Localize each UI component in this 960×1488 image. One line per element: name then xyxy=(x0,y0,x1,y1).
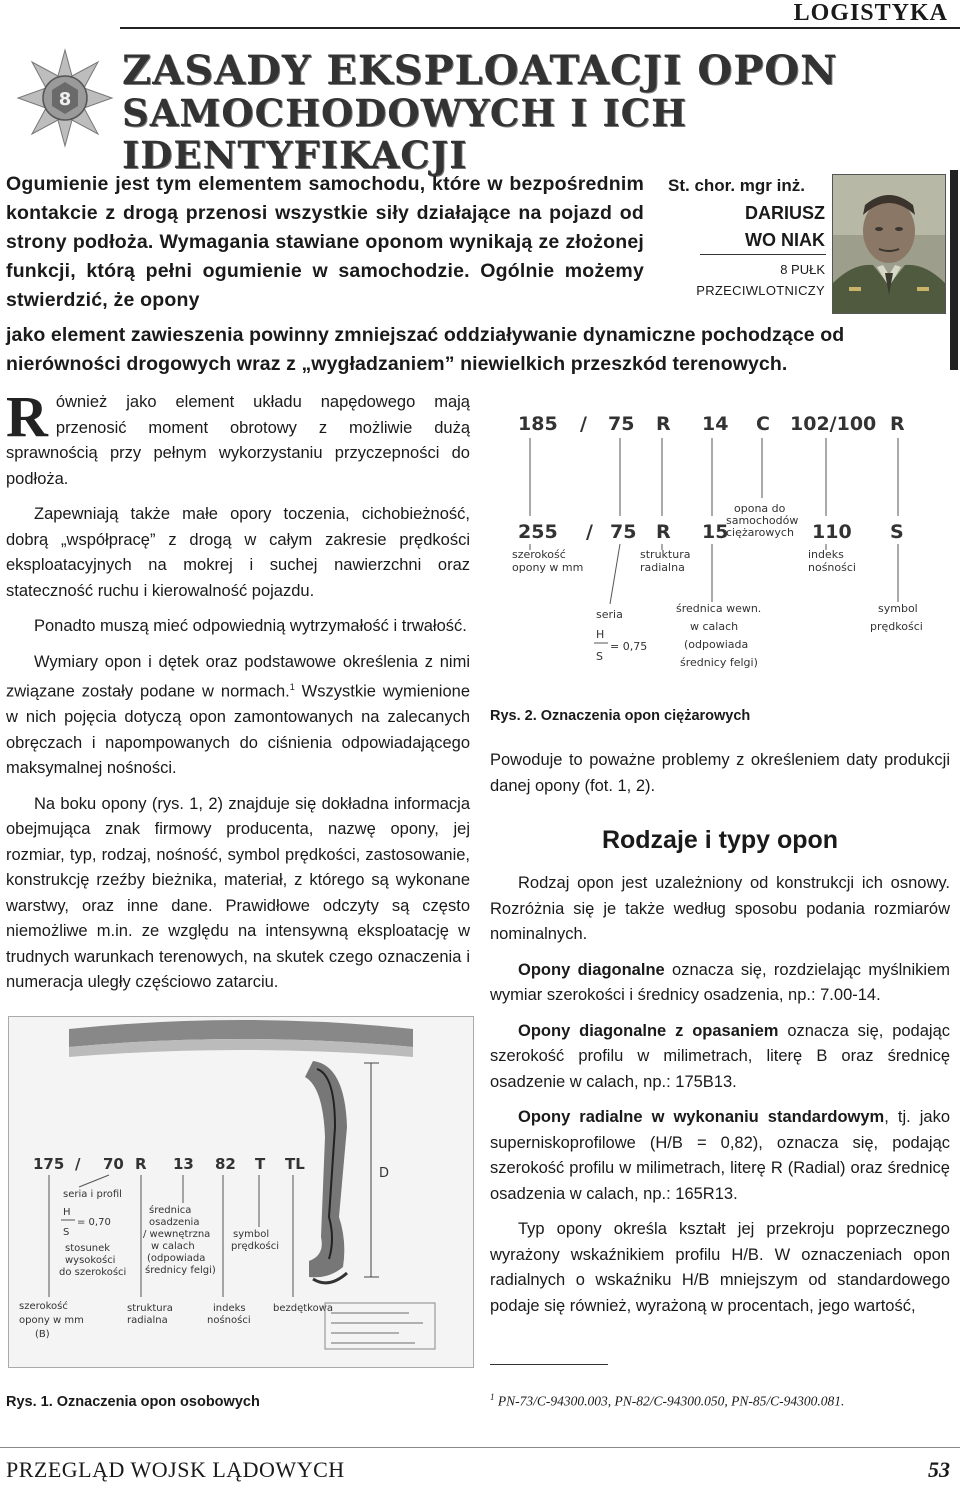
term-diagonal: Opony diagonalne xyxy=(518,960,665,979)
fig2-label-sred-1: w calach xyxy=(690,620,739,633)
fig2-label-sred-2: (odpowiada xyxy=(684,638,749,651)
fig1-r-0: 175 xyxy=(33,1155,65,1173)
page-number: 53 xyxy=(928,1457,950,1482)
right-paragraph-6: Typ opony określa kształt jej przekroju poprzecznego wyrażony wskaźnikiem profilu H/B. W oznaczeniach opon radialnych o wskaźniku H/B mniejszym od standardowego podaje się również, wyrażoną w procentach, jego wartość, xyxy=(490,1220,950,1315)
fig1-label-indeks-0: indeks xyxy=(213,1303,246,1314)
fig1-r-6: T xyxy=(255,1155,266,1173)
footer-rule xyxy=(0,1447,960,1448)
fig2-r2-3: R xyxy=(656,521,671,543)
author-unit-line-2: PRZECIWLOTNICZY xyxy=(696,283,825,298)
title-line-1: ZASADY EKSPLOATACJI OPON xyxy=(122,47,838,94)
header-rule xyxy=(120,27,960,29)
fig2-r1-1: / xyxy=(580,413,587,435)
paragraph-5: Na boku opony (rys. 1, 2) znajduje się dokładna informacja obejmująca znak firmowy producenta, nazwę opony, jej rozmiar, typ, rodzaj, nośność, symbol prędkości, zastosowanie, konstrukcję rzeźby bieżnika, materiał, z którego są wykonane warstwy, oraz inne dane. Prawidłowe odczyty są często niemożliwe m.in. ze względu na intensywną eksploatację w trudnych warunkach terenowych, na skutek czego oznaczenia i numeracja uległy częściowo zatarciu. xyxy=(6,794,470,991)
fig2-r1-7: R xyxy=(890,413,905,435)
fig1-label-szer-0: szerokość xyxy=(19,1301,68,1312)
right-paragraph-4-text: oznacza się, podając szerokość profilu w milimetrach, literę B oraz średnicę osadzenie w calach, np.: 175B13. xyxy=(490,1021,951,1091)
fig1-label-stos-0: stosunek xyxy=(65,1243,111,1254)
regiment-emblem-icon xyxy=(14,48,116,148)
fig1-label-h: H xyxy=(63,1207,71,1218)
fig2-label-strukt-0: struktura xyxy=(640,548,691,561)
fig1-r-2: 70 xyxy=(103,1155,124,1173)
paragraph-3: Ponadto muszą mieć odpowiednią wytrzymałość i trwałość. xyxy=(34,617,467,635)
fig1-label-symbol-0: symbol xyxy=(233,1229,270,1240)
fig1-label-s: S xyxy=(63,1227,70,1238)
fig2-r2-2: 75 xyxy=(610,521,637,543)
fig2-label-h: H xyxy=(596,628,605,641)
lead-paragraph-continued: jako element zawieszenia powinny zmniejszać oddziaływanie dynamiczne pochodzące od nierówności drogowych wraz z „wygładzaniem” niewielkich przeszkód terenowych. xyxy=(6,324,845,375)
fig1-label-sred-1: osadzenia xyxy=(149,1217,200,1228)
fig1-label-ratio: = 0,70 xyxy=(77,1217,111,1228)
fig1-label-szer-2: (B) xyxy=(35,1329,50,1340)
lead-paragraph: Ogumienie jest tym elementem samochodu, które w bezpośrednim kontakcie z drogą przenosi wszystkie siły działające na pojazd od strony podłoża. Wymagania stawiane oponom wynikają ze złożonej funkcji, którą pełni ogumienie w samochodzie. Ogólnie możemy stwierdzić, że opony xyxy=(6,173,644,311)
fig1-label-sred-4: (odpowiada xyxy=(147,1253,206,1264)
fig2-label-opona-0: opona do xyxy=(734,502,786,515)
author-last-name: WO NIAK xyxy=(745,230,825,250)
paragraph-2: Zapewniają także małe opory toczenia, cichobieżność, dobrą „współpracę” z drogą w całym zakresie prędkości eksploatacyjnych na mokrej i suchej nawierzchni oraz stateczność ruchu i kierowalność pojazdu. xyxy=(6,505,470,600)
fig2-label-seria: seria xyxy=(596,608,623,621)
fig2-r1-0: 185 xyxy=(518,413,558,435)
side-bar xyxy=(950,170,958,370)
right-paragraph-1: Powoduje to poważne problemy z określeniem daty produkcji danej opony (fot. 1, 2). xyxy=(490,751,950,795)
term-diagonal-belted: Opony diagonalne z opasaniem xyxy=(518,1021,779,1040)
author-unit-line-1: 8 PUŁK xyxy=(780,262,825,277)
fig1-r-3: R xyxy=(135,1155,147,1173)
right-paragraph-5-text: , tj. jako superniskoprofilowe (H/B = 0,82), oznacza się, podając szerokość profilu w milimetrach, literę R (Radial) oraz średnicę osadzenia w calach, np.: 165R13. xyxy=(490,1108,951,1203)
fig1-label-stos-1: wysokości xyxy=(65,1255,116,1266)
figure-1-caption: Rys. 1. Oznaczenia opon osobowych xyxy=(6,1394,260,1410)
fig1-label-sred-3: w calach xyxy=(151,1241,195,1252)
fig2-label-sred-0: średnica wewn. xyxy=(676,602,762,615)
fig1-r-4: 13 xyxy=(173,1155,194,1173)
fig2-label-opona-2: ciężarowych xyxy=(726,526,794,539)
fig2-r2-0: 255 xyxy=(518,521,558,543)
fig2-label-symbol-0: symbol xyxy=(878,602,918,615)
section-heading: Rodzaje i typy opon xyxy=(601,826,839,854)
section-label: LOGISTYKA xyxy=(793,0,948,26)
fig1-label-szer-1: opony w mm xyxy=(19,1315,84,1326)
fig1-label-seria: seria i profil xyxy=(63,1189,122,1200)
fig2-label-symbol-1: prędkości xyxy=(870,620,923,633)
footnote xyxy=(490,1392,844,1410)
right-paragraph-2: Rodzaj opon jest uzależniony od konstrukcji ich osnowy. Rozróżnia się je także według sposobu podania rozmiarów nominalnych. xyxy=(490,874,950,943)
fig2-r2-4: 15 xyxy=(702,521,729,543)
fig2-label-szer-1: opony w mm xyxy=(512,561,584,574)
body-right-column xyxy=(490,871,950,1329)
fig1-label-sred-2: / wewnętrzna xyxy=(143,1229,211,1240)
author-first-name: DARIUSZ xyxy=(745,203,825,223)
fig2-label-ratio: = 0,75 xyxy=(610,640,648,653)
term-radial-standard: Opony radialne w wykonaniu standardowym xyxy=(518,1108,885,1126)
fig2-r1-6: 102/100 xyxy=(790,413,877,435)
footnote-ref: 1 xyxy=(289,682,295,692)
footnote-text: PN-73/C-94300.003, PN-82/C-94300.050, PN-85/C-94300.081. xyxy=(497,1393,845,1409)
fig1-r-7: TL xyxy=(285,1155,305,1173)
fig1-label-stos-2: do szerokości xyxy=(59,1267,127,1278)
author-rank: St. chor. mgr inż. xyxy=(668,176,805,195)
paragraph-4-text-b: Wszystkie wymienione w nich pojęcia dotyczą opon zamontowanych na zalecanych obręczach i napompowanych do ciśnienia odpowiadającego maksymalnej nośności. xyxy=(6,682,470,777)
fig1-r-5: 82 xyxy=(215,1155,236,1173)
fig2-r1-4: 14 xyxy=(702,413,729,435)
fig1-label-sred-0: średnica xyxy=(149,1205,192,1216)
body-right-intro xyxy=(490,748,950,809)
fig1-label-sred-5: średnicy felgi) xyxy=(145,1265,216,1276)
fig2-label-sred-3: średnicy felgi) xyxy=(680,656,758,669)
fig1-label-indeks-1: nośności xyxy=(207,1315,251,1326)
author-rule xyxy=(700,254,826,255)
fig2-label-szer-0: szerokość xyxy=(512,548,566,561)
drop-cap: R xyxy=(6,384,48,449)
figure-passenger-tire-markings xyxy=(8,1016,474,1368)
fig2-label-strukt-1: radialna xyxy=(640,561,685,574)
fig2-r2-6: S xyxy=(890,521,904,543)
article-title xyxy=(122,47,952,177)
fig2-label-opona-1: samochodów xyxy=(726,514,799,527)
right-paragraph-3-text: oznacza się, rozdzielając myślnikiem wymiar szerokości i średnicy osadzenia, np.: 7.00-14. xyxy=(490,960,950,1004)
fig2-r1-3: R xyxy=(656,413,671,435)
footnote-marker: 1 xyxy=(490,1392,495,1402)
right-paragraph-5 xyxy=(490,1105,950,1207)
right-paragraph-3 xyxy=(490,958,950,1009)
fig1-label-strukt-0: struktura xyxy=(127,1303,173,1314)
fig2-r1-2: 75 xyxy=(608,413,635,435)
author-portrait-icon xyxy=(833,175,945,313)
author-photo xyxy=(832,174,946,314)
paragraph-1 xyxy=(6,384,470,492)
fig2-r2-5: 110 xyxy=(812,521,852,543)
paragraph-4-text-a: Wymiary opon i dętek oraz podstawowe określenia z nimi związane zostały podane w normach. xyxy=(6,652,470,701)
fig2-label-indeks-0: indeks xyxy=(808,548,844,561)
right-paragraph-4 xyxy=(490,1019,950,1096)
figure-truck-tire-markings xyxy=(490,398,950,698)
paragraph-1-text: ównież jako element układu napędowego mają przenosić moment obrotowy z możliwie dużą sprawnością przy pełnym wykorzystaniu przyczepności do podłoża. xyxy=(6,393,470,488)
paragraph-4 xyxy=(6,650,470,782)
figure-2-caption: Rys. 2. Oznaczenia opon ciężarowych xyxy=(490,708,751,724)
body-left-column xyxy=(6,384,470,1006)
fig2-label-indeks-1: nośności xyxy=(808,561,856,574)
fig2-label-s: S xyxy=(596,650,603,663)
journal-title: PRZEGLĄD WOJSK LĄDOWYCH xyxy=(6,1457,345,1482)
fig1-label-bezdetkowa: bezdętkowa xyxy=(273,1303,334,1314)
fig1-label-symbol-1: prędkości xyxy=(231,1241,279,1252)
fig2-r1-5: C xyxy=(756,413,770,435)
fig2-r2-1: / xyxy=(586,521,593,543)
fig1-label-strukt-1: radialna xyxy=(127,1315,168,1326)
fig1-r-1: / xyxy=(75,1155,81,1173)
title-line-2: SAMOCHODOWYCH I ICH IDENTYFIKACJI xyxy=(122,91,688,177)
fig1-label-d: D xyxy=(379,1166,390,1181)
emblem-number: 8 xyxy=(58,89,72,110)
footnote-rule xyxy=(490,1364,608,1365)
